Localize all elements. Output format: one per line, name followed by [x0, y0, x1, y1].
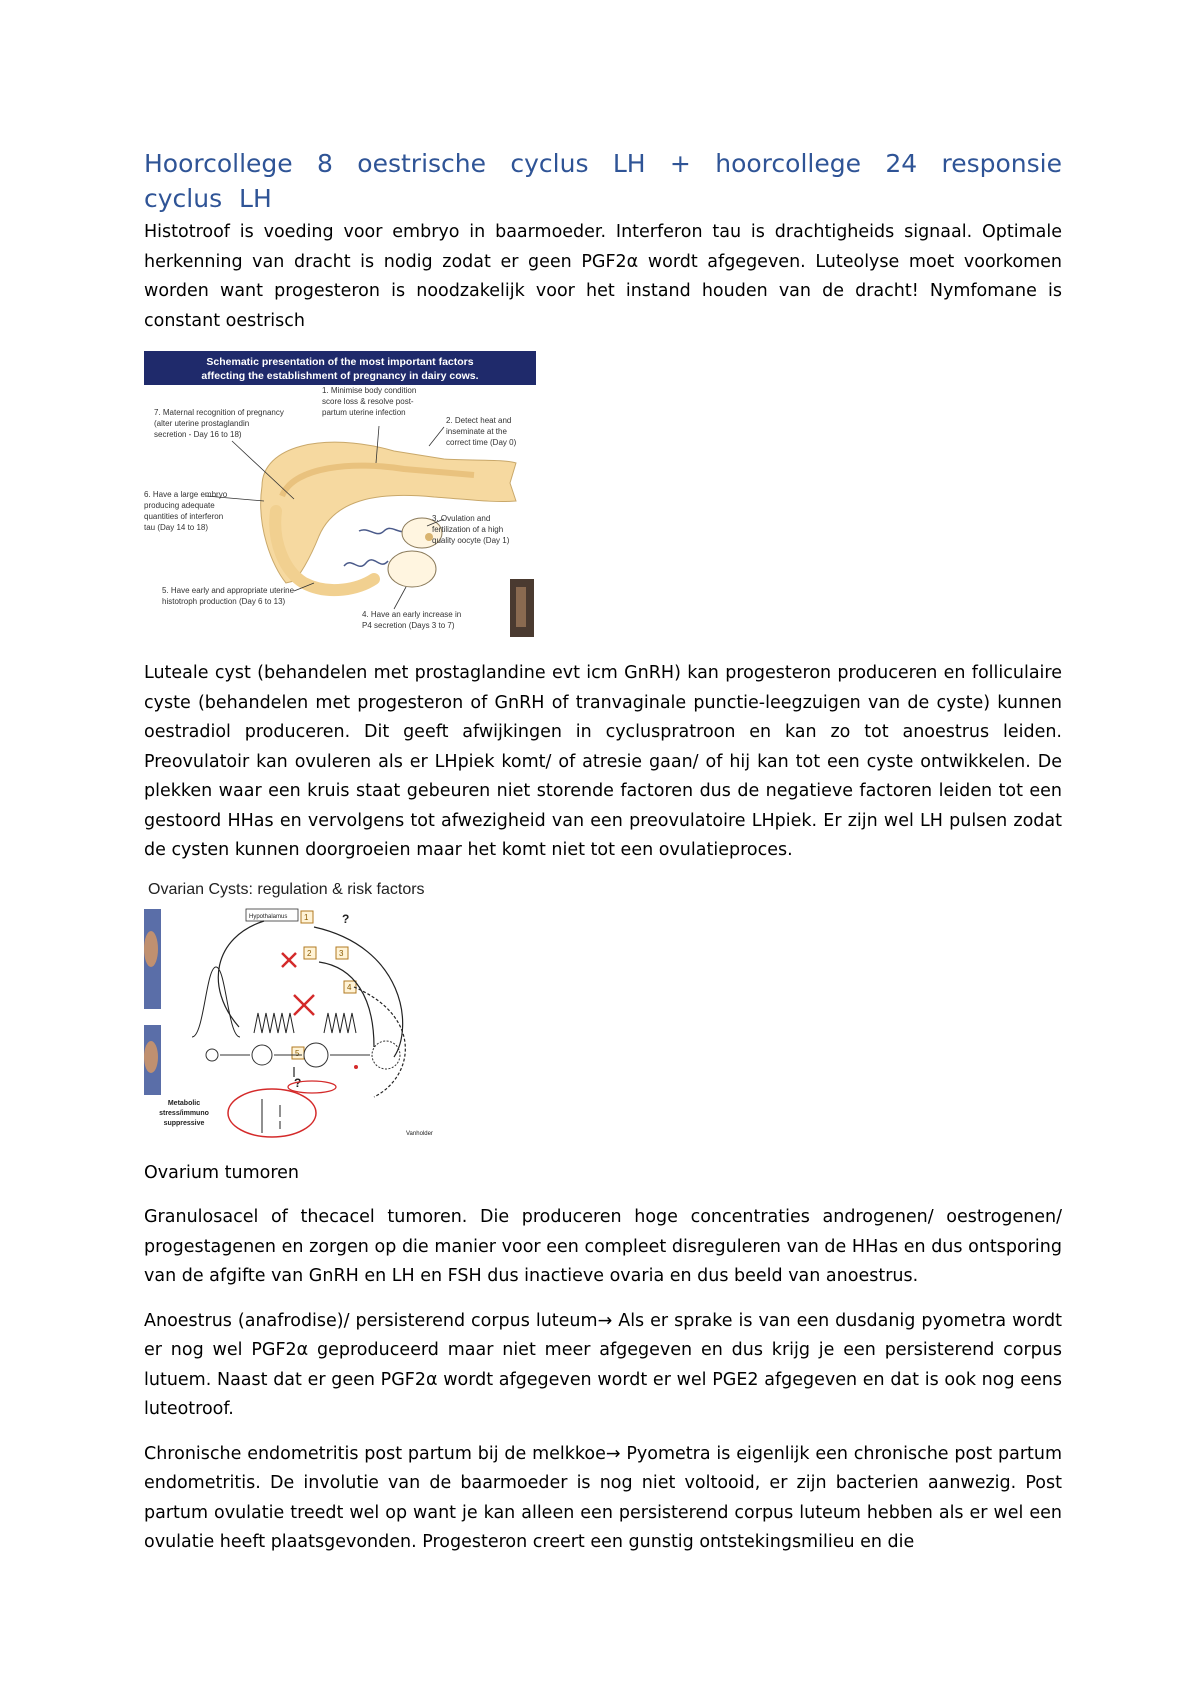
- label2-line1: 2. Detect heat and: [446, 416, 512, 425]
- label1-line3: partum uterine infection: [322, 408, 406, 417]
- question-mark-top: ?: [342, 911, 350, 926]
- figure2-caption: Ovarian Cysts: regulation & risk factors: [148, 880, 425, 898]
- label6-line4: tau (Day 14 to 18): [144, 523, 209, 532]
- anoestrus-start: Anoestrus (anafrodise)/ persisterend corpus luteum: [144, 1310, 598, 1331]
- svg-text:3: 3: [339, 948, 344, 958]
- label4-line2: P4 secretion (Days 3 to 7): [362, 621, 455, 630]
- question-mark-bottom: ?: [294, 1075, 302, 1090]
- label6-line3: quantities of interferon: [144, 512, 224, 521]
- anoestrus-rest: Als er sprake is van een dusdanig pyometra wordt er nog wel PGF2α geproduceerd maar niet meer afgegeven en dus krijg je een persisterend corpus lutuem. Naast dat er geen PGF2α wordt afgegeven wordt er wel PGE2 afgegeven en dat is ook nog eens luteotroof.: [144, 1310, 1062, 1419]
- label5-line1: 5. Have early and appropriate uterine: [162, 586, 295, 595]
- label1-line1: 1. Minimise body condition: [322, 386, 417, 395]
- heading-ovarium-tumoren: Ovarium tumoren: [144, 1162, 299, 1183]
- arrow-icon: →: [605, 1443, 621, 1464]
- svg-text:4: 4: [347, 982, 352, 992]
- endometritis-rest: Pyometra is eigenlijk een chronische post partum endometritis. De involutie van de baarmoeder is nog niet voltooid, er zijn bacterien aanwezig. Post partum ovulatie treedt wel op want je kan alleen een persisterend corpus luteum hebben als er wel een ovulatie heeft plaatsgevonden. Progesteron creert een gunstig ontstekingsmilieu en die: [144, 1443, 1063, 1552]
- figure1-header-line1: Schematic presentation of the most important factors: [206, 356, 474, 368]
- metabolic-label-line2: stress/immuno: [159, 1109, 209, 1117]
- arrow-icon: →: [597, 1310, 613, 1331]
- paragraph-histotroof: Histotroof is voeding voor embryo in baarmoeder. Interferon tau is drachtigheids signaal. Optimale herkenning van dracht is nodig zodat er geen PGF2α wordt afgegeven. Luteolyse moet voorkomen worden want progesteron is noodzakelijk voor het instand houden van de dracht! Nymfomane is constant oestrisch: [144, 222, 1062, 331]
- paragraph-anoestrus: [144, 1307, 1062, 1425]
- hypothalamus-label: Hypothalamus: [249, 913, 288, 920]
- label2-line3: correct time (Day 0): [446, 438, 517, 447]
- label5-line2: histotroph production (Day 6 to 13): [162, 597, 286, 606]
- endometritis-start: Chronische endometritis post partum bij de melkkoe: [144, 1443, 606, 1464]
- lh-profile: [192, 967, 356, 1037]
- label1-line2: score loss & resolve post-: [322, 397, 414, 406]
- svg-text:5: 5: [295, 1048, 300, 1058]
- metabolic-label-line3: suppressive: [163, 1119, 205, 1127]
- numbered-boxes: [292, 911, 356, 1059]
- paragraph-tumoren: Granulosacel of thecacel tumoren. Die produceren hoge concentraties androgenen/ oestrogenen/ progestagenen en zorgen op die manier voor een compleet disreguleren van de HHas en dus ontsporing van de afgifte van GnRH en LH en FSH dus inactieve ovaria en dus beeld van anoestrus.: [144, 1207, 1062, 1286]
- pregnancy-diagram: [144, 351, 536, 637]
- label4-line1: 4. Have an early increase in: [362, 610, 462, 619]
- label6-line2: producing adequate: [144, 501, 215, 510]
- svg-text:1: 1: [304, 912, 309, 922]
- document-body: [144, 146, 1062, 1573]
- figure-pregnancy-factors: [144, 351, 536, 637]
- document-title: [144, 146, 1062, 216]
- label7-line3: secretion - Day 16 to 18): [154, 430, 242, 439]
- figure-ovarian-cysts: [144, 881, 444, 1137]
- figure1-header-line2: affecting the establishment of pregnancy in dairy cows.: [201, 370, 479, 382]
- red-crosses: [282, 953, 314, 1015]
- label2-line2: inseminate at the: [446, 427, 507, 436]
- label6-line1: 6. Have a large embryo: [144, 490, 228, 499]
- label3-line1: 3. Ovulation and: [432, 514, 491, 523]
- metabolic-label-line1: Metabolic: [167, 1099, 201, 1107]
- ovarian-cysts-diagram: [144, 907, 444, 1139]
- title-line-1: Hoorcollege 8 oestrische cyclus LH + hoorcollege 24 responsie: [144, 149, 1062, 178]
- svg-text:2: 2: [307, 948, 312, 958]
- paragraph-endometritis: [144, 1440, 1062, 1558]
- source-label: Vanholder: [406, 1130, 433, 1137]
- title-line-2: cyclus LH: [144, 184, 272, 213]
- paragraph-cysten: Luteale cyst (behandelen met prostaglandine evt icm GnRH) kan progesteron produceren en folliculaire cyste (behandelen met progesteron of GnRH of tranvaginale punctie-leegzuigen van de cyste) kunnen oestradiol produceren. Dit geeft afwijkingen in cycluspratroon en kan zo tot anoestrus leiden. Preovulatoir kan ovuleren als er LHpiek komt/ of atresie gaan/ of hij kan tot een cyste ontwikkelen. De plekken waar een kruis staat gebeuren niet storende factoren dus de negatieve factoren leiden tot een gestoord HHas en vervolgens tot afwezigheid van een preovulatoire LHpiek. Er zijn wel LH pulsen zodat de cysten kunnen doorgroeien maar het komt niet tot een ovulatieproces.: [144, 663, 1062, 860]
- label3-line3: quality oocyte (Day 1): [432, 536, 510, 545]
- metabolic-factors-ellipse: [228, 1089, 316, 1137]
- label3-line2: fertilization of a high: [432, 525, 504, 534]
- label7-line1: 7. Maternal recognition of pregnancy: [154, 408, 284, 417]
- label7-line2: (alter uterine prostaglandin: [154, 419, 250, 428]
